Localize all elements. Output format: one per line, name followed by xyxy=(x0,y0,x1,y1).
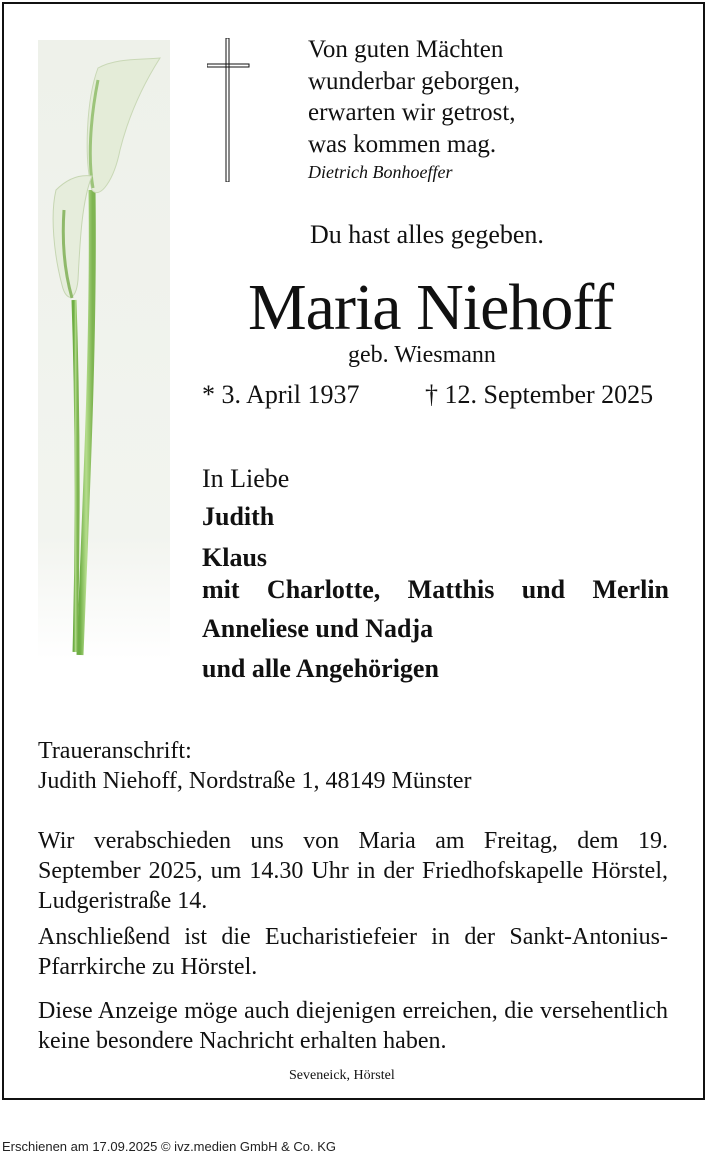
address-line: Judith Niehoff, Nordstraße 1, 48149 Münster xyxy=(38,768,472,794)
calla-lily-image xyxy=(38,40,170,660)
mourners-block xyxy=(202,460,669,688)
mourner-word: Matthis xyxy=(407,575,495,604)
address-label: Traueranschrift: xyxy=(38,738,192,764)
mourner-word: und xyxy=(521,575,566,604)
mourner-name: Anneliese und Nadja xyxy=(202,614,434,643)
service-info: Wir verabschieden uns von Maria am Freitag, dem 19. September 2025, um 14.30 Uhr in der Friedhofskapelle Hörstel, Ludgeristraße 14. xyxy=(38,828,668,914)
mourner-family-line xyxy=(202,574,669,606)
mourner-name: und alle Angehörigen xyxy=(202,654,439,683)
lead-line: Du hast alles gegeben. xyxy=(310,220,544,249)
birth-date: * 3. April 1937 xyxy=(202,380,360,409)
mourner-name: Klaus xyxy=(202,543,268,572)
mourners-intro: In Liebe xyxy=(202,464,290,493)
deceased-name: Maria Niehoff xyxy=(248,271,614,344)
poem-line: erwarten wir getrost, xyxy=(308,99,516,126)
cross-icon xyxy=(207,38,251,182)
eucharist-info: Anschließend ist die Eucharistiefeier in der Sankt-Antonius-Pfarrkirche zu Hörstel. xyxy=(38,924,668,980)
notice-text: Diese Anzeige möge auch diejenigen erreichen, die versehentlich keine besondere Nachricht erhalten haben. xyxy=(38,998,668,1054)
mourner-word: Merlin xyxy=(592,575,669,604)
poem-line: wunderbar geborgen, xyxy=(308,67,520,95)
mourner-word: Charlotte, xyxy=(266,575,381,604)
death-date: † 12. September 2025 xyxy=(425,380,654,409)
poem-author: Dietrich Bonhoeffer xyxy=(308,162,453,182)
maiden-name: geb. Wiesmann xyxy=(348,342,496,368)
mourner-name: Judith xyxy=(202,502,275,531)
poem-line: was kommen mag. xyxy=(308,130,497,158)
place-footer: Seveneick, Hörstel xyxy=(289,1068,395,1083)
bonhoeffer-poem xyxy=(308,34,520,160)
poem-line: Von guten Mächten xyxy=(308,36,504,63)
mourning-address xyxy=(38,736,472,796)
publication-credit: Erschienen am 17.09.2025 © ivz.medien GmbH & Co. KG xyxy=(2,1139,337,1154)
mourner-word: mit xyxy=(202,575,240,604)
